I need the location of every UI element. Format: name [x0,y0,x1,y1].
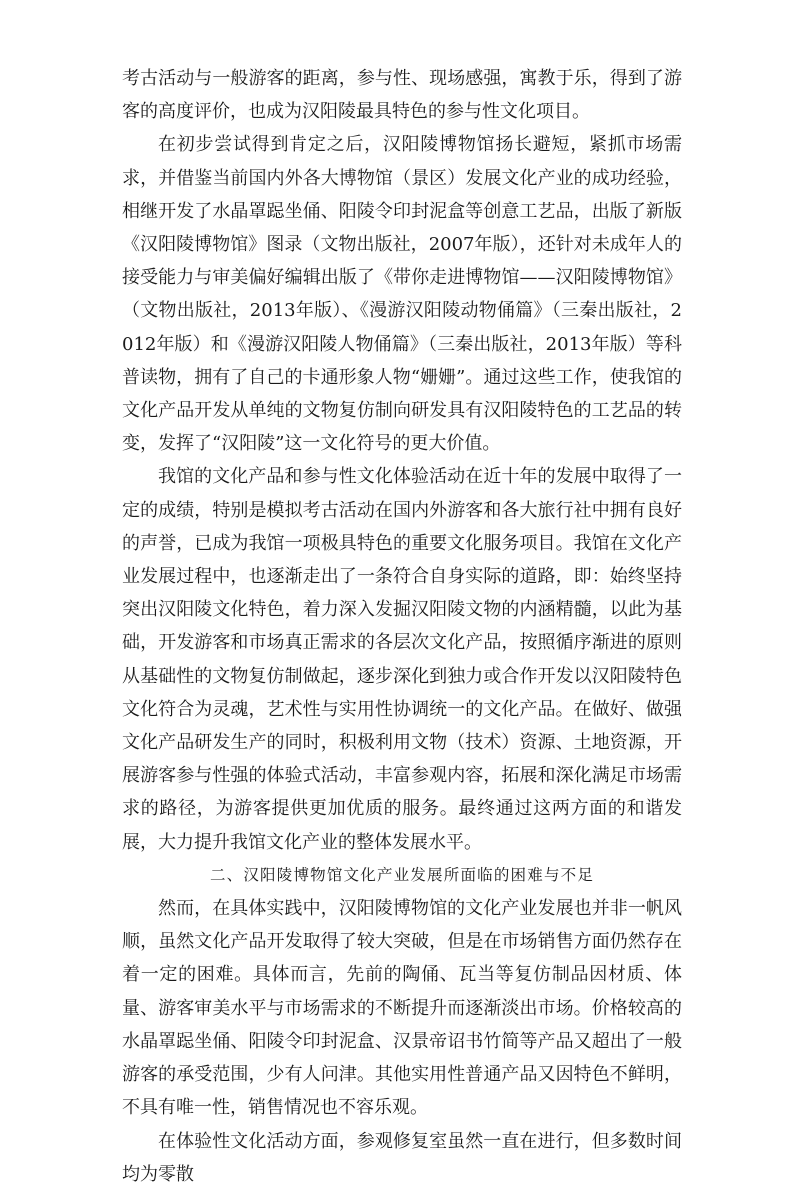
paragraph-3: 我馆的文化产品和参与性文化体验活动在近十年的发展中取得了一定的成绩，特别是模拟考古活动在国内外游客和各大旅行社中拥有良好的声誉，已成为我馆一项极具特色的重要文化服务项目。我馆在文化产业发展过程中，也逐渐走出了一条符合自身实际的道路，即：始终坚持突出汉阳陵文化特色，着力深入发掘汉阳陵文物的内涵精髓，以此为基础，开发游客和市场真正需求的各层次文化产品，按照循序渐进的原则从基础性的文物复仿制做起，逐步深化到独力或合作开发以汉阳陵特色文化符合为灵魂，艺术性与实用性协调统一的文化产品。在做好、做强文化产品研发生产的同时，积极利用文物（技术）资源、土地资源，开展游客参与性强的体验式活动，丰富参观内容，拓展和深化满足市场需求的路径，为游客提供更加优质的服务。最终通过这两方面的和谐发展，大力提升我馆文化产业的整体发展水平。 [122,466,682,853]
paragraph-4: 然而，在具体实践中，汉阳陵博物馆的文化产业发展也并非一帆风顺，虽然文化产品开发取得了较大突破，但是在市场销售方面仍然存在着一定的困难。具体而言，先前的陶俑、瓦当等复仿制品因材质、体量、游客审美水平与市场需求的不断提升而逐渐淡出市场。价格较高的水晶罩跽坐俑、阳陵令印封泥盒、汉景帝诏书竹简等产品又超出了一般游客的承受范围，少有人问津。其他实用性普通产品又因特色不鲜明，不具有唯一性，销售情况也不容乐观。 [122,898,682,1119]
paragraph-5: 在体验性文化活动方面，参观修复室虽然一直在进行，但多数时间均为零散 [122,1130,682,1185]
paragraph-2: 在初步尝试得到肯定之后，汉阳陵博物馆扬长避短，紧抓市场需求，并借鉴当前国内外各大博物馆（景区）发展文化产业的成功经验，相继开发了水晶罩跽坐俑、阳陵令印封泥盒等创意工艺品，出版了新版《汉阳陵博物馆》图录（文物出版社，2007年版），还针对未成年人的接受能力与审美偏好编辑出版了《带你走进博物馆——汉阳陵博物馆》（文物出版社，2013年版）、《漫游汉阳陵动物俑篇》（三秦出版社，2012年版）和《漫游汉阳陵人物俑篇》（三秦出版社，2013年版）等科普读物，拥有了自己的卡通形象人物“姗姗”。通过这些工作，使我馆的文化产品开发从单纯的文物复仿制向研发具有汉阳陵特色的工艺品的转变，发挥了“汉阳陵”这一文化符号的更大价值。 [122,134,682,455]
body-text [122,62,682,1191]
section-heading: 二、汉阳陵博物馆文化产业发展所面临的困难与不足 [209,865,595,884]
paragraph-1: 考古活动与一般游客的距离，参与性、现场感强，寓教于乐，得到了游客的高度评价，也成为汉阳陵最具特色的参与性文化项目。 [122,68,682,123]
